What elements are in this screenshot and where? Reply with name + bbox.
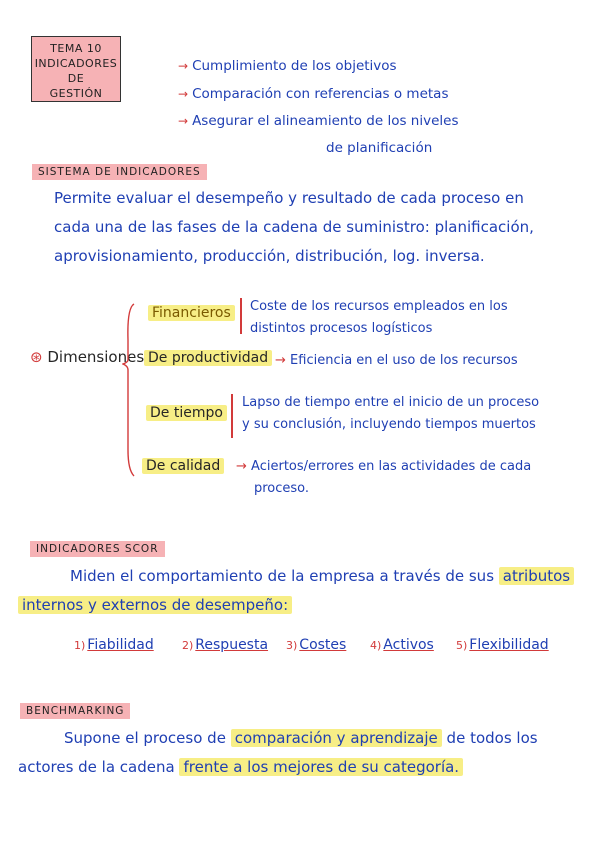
bullet-icon: ⊛ xyxy=(30,348,43,366)
title-line: DE xyxy=(67,72,85,85)
arrow-right-icon: → xyxy=(178,59,189,73)
dimension-desc: → Eficiencia en el uso de los recursos xyxy=(275,353,518,368)
sistema-paragraph xyxy=(18,184,578,271)
dimension-productividad: De productividad xyxy=(144,350,272,366)
scor-paragraph: Miden el comportamiento de la empresa a través de sus atributos internos y externos de desempeño: xyxy=(18,562,578,620)
dimension-desc: → Aciertos/errores en las actividades de cada proceso. xyxy=(236,459,532,496)
divider xyxy=(240,298,242,334)
arrow-right-icon: → xyxy=(236,459,247,474)
title-line: TEMA 10 xyxy=(50,42,102,55)
scor-attribute: 4) Activos xyxy=(370,637,434,653)
objective-item: → Cumplimiento de los objetivos xyxy=(178,58,397,74)
section-heading-benchmarking: BENCHMARKING xyxy=(20,703,130,719)
scor-attribute: 2) Respuesta xyxy=(182,637,269,653)
dimension-tiempo: De tiempo xyxy=(146,405,227,421)
brace-icon xyxy=(122,300,136,480)
dimension-financieros: Financieros xyxy=(148,305,235,321)
text-line: aprovisionamiento, producción, distribución, log. inversa. xyxy=(54,247,485,265)
title-box xyxy=(31,36,121,102)
objective-item: → Asegurar el alineamiento de los niveles xyxy=(178,113,459,129)
section-heading-scor: INDICADORES SCOR xyxy=(30,541,165,557)
section-heading-sistema: SISTEMA DE INDICADORES xyxy=(32,164,207,180)
objective-continuation: de planificación xyxy=(326,140,433,156)
objective-item: → Comparación con referencias o metas xyxy=(178,86,449,102)
dimension-desc: Lapso de tiempo entre el inicio de un proceso y su conclusión, incluyendo tiempos muertos xyxy=(242,395,540,432)
benchmarking-paragraph: Supone el proceso de comparación y aprendizaje de todos los actores de la cadena frente a los mejores de su categoría. xyxy=(18,729,538,776)
arrow-right-icon: → xyxy=(178,87,189,101)
scor-attribute: 1) Fiabilidad xyxy=(74,637,154,653)
title-line: GESTIÓN xyxy=(49,87,103,100)
title-line: INDICADORES xyxy=(34,57,118,70)
arrow-right-icon: → xyxy=(178,114,189,128)
arrow-right-icon: → xyxy=(275,353,286,368)
scor-attribute: 5) Flexibilidad xyxy=(456,637,549,653)
dimension-desc: Coste de los recursos empleados en los distintos procesos logísticos xyxy=(250,299,508,336)
scor-attribute: 3) Costes xyxy=(286,637,347,653)
dimensiones-label: ⊛ Dimensiones xyxy=(30,348,145,366)
text-line: Permite evaluar el desempeño y resultado de cada proceso en xyxy=(54,189,524,207)
text-line: cada una de las fases de la cadena de suministro: planificación, xyxy=(54,218,534,236)
dimension-calidad: De calidad xyxy=(142,458,224,474)
divider xyxy=(231,394,233,438)
